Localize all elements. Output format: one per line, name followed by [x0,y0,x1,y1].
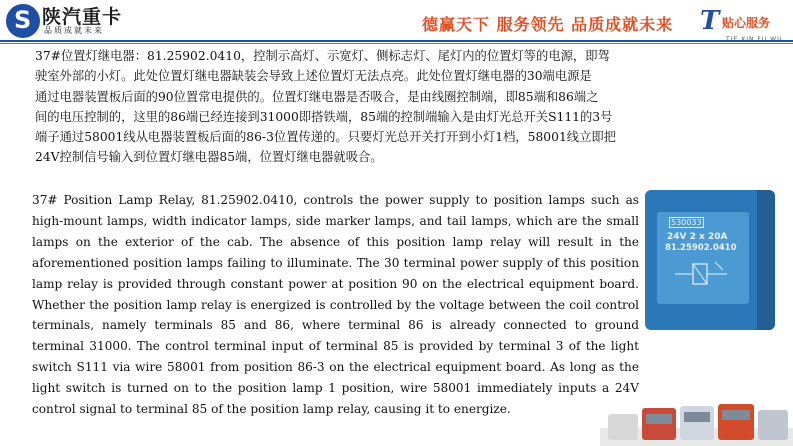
cn-line: 间的电压控制的，这里的86端已经连接到31000即搭铁端，85端的控制端输入是由灯光总开关S111的3号 [35,109,613,124]
cn-line: 通过电器装置板后面的90位置常电提供的。位置灯继电器是否吸合，是由线圈控制端，即85端和86端之 [35,89,599,104]
service-logo-icon: T [700,6,720,36]
page-header [0,0,793,42]
service-logo [700,8,788,38]
relay-face [657,212,749,304]
relay-part-number: 81.25902.0410 [665,243,737,253]
brand-subtitle: 品质成就未来 [44,26,104,35]
shacman-logo-icon: S [6,4,40,38]
cn-line: 37#位置灯继电器：81.25902.0410，控制示高灯、示宽灯、侧标志灯、尾灯内的位置灯等的电源，即驾 [35,49,610,63]
service-name: 贴心服务 [722,16,771,30]
brand-name: 陕汽重卡 [42,6,123,28]
relay-side [757,190,775,330]
en-text: 37# Position Lamp Relay, 81.25902.0410, controls the power supply to position lamps such as high-mount lamps, width indicator lamps, side marker lamps, and tail lamps, which are the small lamps on the exterior of the cab. The absence of this position lamp relay will result in the aforementioned position lamps failing to illuminate. The 30 terminal power supply of this position lamp relay is provided through constant power at position 90 on the electrical equipment board. Whether the position lamp relay is energized is controlled by the voltage between the coil control terminals, namely terminals 85 and 86, where terminal 86 is already connected to ground terminal 31000. The control terminal input of terminal 85 is provided by terminal 3 of the light switch S111 via wire 58001 from position 86-3 on the electrical equipment board. As long as the light switch is turned on to the position lamp 1 position, wire 58001 immediately inputs a 24V control signal to terminal 85 of the position lamp relay, causing it to energize. [32,193,639,417]
header-slogan: 德赢天下 服务领先 品质成就未来 [422,15,674,34]
relay-photo [645,190,775,330]
english-paragraph [32,190,639,420]
relay-code: 530033 [671,218,702,227]
chinese-paragraph [32,46,662,168]
header-divider [0,40,793,42]
header-divider-accent [0,43,793,44]
cn-line: 驶室外部的小灯。此处位置灯继电器缺装会导致上述位置灯无法点亮。此处位置灯继电器的30端电源是 [35,69,592,84]
cn-line: 24V控制信号输入到位置灯继电器85端，位置灯继电器就吸合。 [35,150,383,165]
relay-rating: 24V 2 x 20A [667,232,728,242]
relay-schematic-icon [671,256,731,292]
cn-line: 端子通过58001线从电器装置板后面的86-3位置传递的。只要灯光总开关打开到小灯1档，58001线立即把 [35,130,616,145]
trucks-banner-image [600,398,793,446]
